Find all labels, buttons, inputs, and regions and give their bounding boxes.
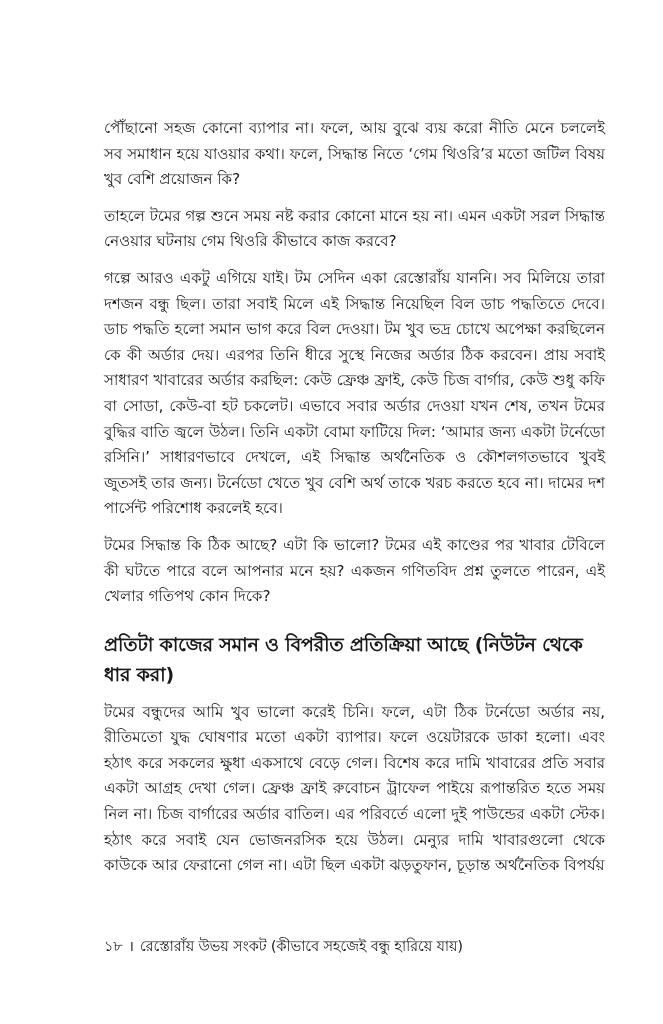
page-footer	[104, 936, 605, 958]
paragraph: পৌঁছানো সহজ কোনো ব্যাপার না। ফলে, আয় বুঝে ব্যয় করো নীতি মেনে চললেই সব সমাধান হয়ে যাওয়ার কথা। ফলে, সিদ্ধান্ত নিতে ‘গেম থিওরি’র মতো জটিল বিষয় খুব বেশি প্রয়োজন কি?	[104, 119, 605, 189]
paragraph: গল্পে আরও একটু এগিয়ে যাই। টম সেদিন একা রেস্তোরাঁয় যাননি। সব মিলিয়ে তারা দশজন বন্ধু ছিল। তারা সবাই মিলে এই সিদ্ধান্ত নিয়েছিল বিল ডাচ পদ্ধতিতে দেবে। ডাচ পদ্ধতি হলো সমান ভাগ করে বিল দেওয়া। টম খুব ভদ্র চোখে অপেক্ষা করছিলেন কে কী অর্ডার দেয়। এরপর তিনি ধীরে সুস্থে নিজের অর্ডার ঠিক করবেন। প্রায় সবাই সাধারণ খাবারের অর্ডার করছিল: কেউ ফ্রেঞ্চ ফ্রাই, কেউ চিজ বার্গার, কেউ শুধু কফি বা সোডা, কেউ-বা হট চকলেট। এভাবে সবার অর্ডার দেওয়া যখন শেষ, তখন টমের বুদ্ধির বাতি জ্বলে উঠল। তিনি একটা বোমা ফাটিয়ে দিল: ‘আমার জন্য একটা টর্নেডো রসিনি।’ সাধারণভাবে দেখলে, এই সিদ্ধান্ত অর্থনৈতিক ও কৌশলগতভাবে খুবই জুতসই তার জন্য। টর্নেডো খেতে খুব বেশি অর্থ তাকে খরচ করতে হবে না। দামের দশ পার্সেন্ট পরিশোধ করলেই হবে।	[104, 268, 605, 518]
paragraph: টমের সিদ্ধান্ত কি ঠিক আছে? এটা কি ভালো? টমের এই কাণ্ডের পর খাবার টেবিলে কী ঘটতে পারে বলে আপনার মনে হয়? একজন গণিতবিদ প্রশ্ন তুলতে পারেন, এই খেলার গতিপথ কোন দিকে?	[104, 535, 605, 606]
paragraph: তাহলে টমের গল্প শুনে সময় নষ্ট করার কোনো মানে হয় না। এমন একটা সরল সিদ্ধান্ত নেওয়ার ঘটনায় গেম থিওরি কীভাবে কাজ করবে?	[104, 206, 605, 251]
paragraph: টমের বন্ধুদের আমি খুব ভালো করেই চিনি। ফলে, এটা ঠিক টর্নেডো অর্ডার নয়, রীতিমতো যুদ্ধ ঘোষণার মতো একটা ব্যাপার। ফলে ওয়েটারকে ডাকা হলো। এবং হঠাৎ করে সকলের ক্ষুধা একসাথে বেড়ে গেল। বিশেষ করে দামি খাবারের প্রতি সবার একটা আগ্রহ দেখা গেল। ফ্রেঞ্চ ফ্রাই রুবোচন ট্রাফেল পাইয়ে রূপান্তরিত হতে সময় নিল না। চিজ বার্গারের অর্ডার বাতিল। এর পরিবর্তে এলো দুই পাউন্ডের একটা স্টেক। হঠাৎ করে সবাই যেন ভোজনরসিক হয়ে উঠল। মেন্যুর দামি খাবারগুলো থেকে কাউকে আর ফেরানো গেল না। এটা ছিল একটা ঝড়তুফান, চূড়ান্ত অর্থনৈতিক বিপর্যয়	[104, 702, 605, 875]
section-heading: প্রতিটা কাজের সমান ও বিপরীত প্রতিক্রিয়া আছে (নিউটন থেকে ধার করা)	[104, 633, 583, 686]
page-number: ১৮	[104, 939, 123, 955]
footer-separator: ।	[128, 939, 134, 955]
running-title: রেস্তোরাঁয় উভয় সংকট (কীভাবে সহজেই বন্ধু হারিয়ে যায়)	[139, 939, 463, 955]
